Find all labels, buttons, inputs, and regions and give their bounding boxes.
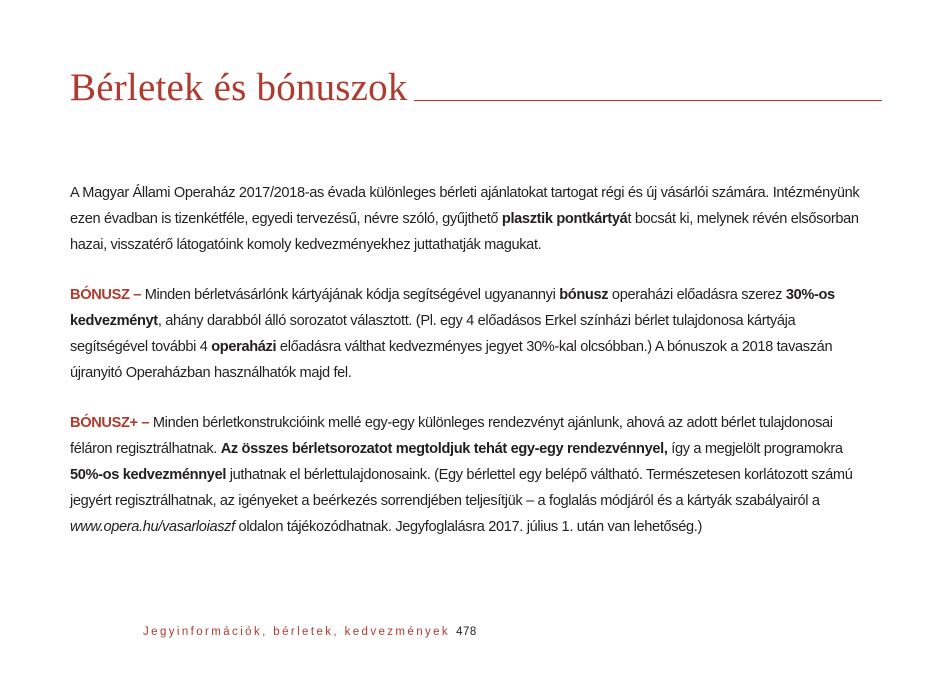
bonus-plus-label: BÓNUSZ+ – [70, 415, 150, 431]
intro-paragraph [70, 180, 870, 258]
terms-link[interactable]: www.opera.hu/vasarloiaszf [70, 519, 235, 535]
bonus-text-1: Minden bérletvásárlónk kártyájának kódja segítségével ugyanannyi [141, 287, 560, 303]
bonus-plus-text-3: juthatnak el bérlettulajdonosaink. (Egy bérlettel egy belépő váltható. Természetesen korlátozott számú jegyért regisztrálhatnak, az igényeket a beérkezés sorrendjében teljesítjük – a foglalás módjáról és a kártyák szabályairól a [70, 467, 853, 509]
bonus-bold-3: operaházi [211, 339, 277, 355]
intro-text-1: A Magyar Állami Operaház 2017/2018-as évada különleges bérleti ajánlatokat tartogat régi és új vásárlói számára. Intézményünk ezen évadban is tizenkétféle, egyedi tervezésű, névre szóló, gyűjthető [70, 185, 860, 227]
bonus-text-4: előadásra válthat kedvezményes jegyet 30%-kal olcsóbban.) A bónuszok a 2018 tavaszán újranyitó Operaházban használhatók majd fel. [70, 339, 833, 381]
footer [143, 626, 477, 638]
bonus-paragraph [70, 282, 870, 386]
title-rule [414, 100, 882, 101]
body-text [70, 180, 870, 564]
bonus-plus-bold-2: 50%-os kedvezménnyel [70, 467, 227, 483]
bonus-plus-text-1: Minden bérletkonstrukcióink mellé egy-egy különleges rendezvényt ajánlunk, ahová az adott bérlet tulajdonosai féláron regisztrálhatnak. [70, 415, 833, 457]
bonus-plus-paragraph [70, 410, 870, 540]
bonus-plus-bold-1: Az összes bérletsorozatot megtoldjuk tehát egy-egy rendezvénnyel, [220, 441, 668, 457]
title-row [70, 64, 882, 110]
page-title: Bérletek és bónuszok [70, 66, 408, 109]
bonus-bold-2: 30%-os kedvezményt [70, 287, 835, 329]
intro-text-2: t bocsát ki, melynek révén elsősorban hazai, visszatérő látogatóink komoly kedvezményekhez juttathatják magukat. [70, 211, 859, 253]
page-number: 478 [456, 626, 477, 638]
bonus-plus-text-4: oldalon tájékozódhatnak. Jegyfoglalásra 2017. július 1. után van lehetőség.) [234, 519, 702, 535]
intro-bold-card: plasztik pontkártyá [501, 211, 628, 227]
bonus-text-2: operaházi előadásra szerez [608, 287, 786, 303]
bonus-text-3: , ahány darabból álló sorozatot választott. (Pl. egy 4 előadásos Erkel színházi bérlet tulajdonosa kártyája segítségével további 4 [70, 313, 796, 355]
bonus-label: BÓNUSZ – [70, 287, 141, 303]
bonus-bold-1: bónusz [559, 287, 609, 303]
bonus-plus-text-2: így a megjelölt programokra [667, 441, 843, 457]
footer-section-title: Jegyinformációk, bérletek, kedvezmények [143, 626, 451, 638]
